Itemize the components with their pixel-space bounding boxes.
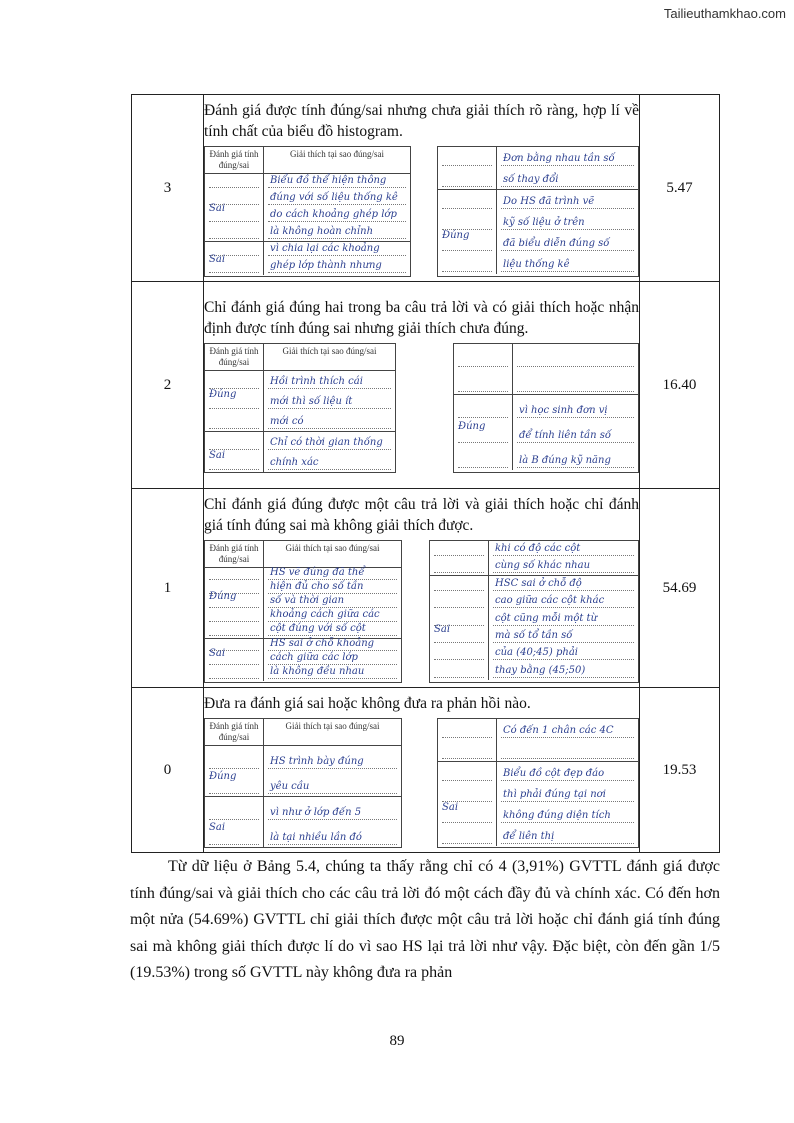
dotted-line — [268, 187, 406, 188]
handwritten-judgement: Sai — [434, 624, 451, 636]
dotted-line — [442, 271, 492, 272]
handwritten-explanation: cột cũng mỗi một từ — [495, 612, 598, 624]
scan-header-explanation: Giải thích tại sao đúng/sai — [282, 346, 377, 356]
dotted-line — [268, 650, 397, 651]
handwritten-explanation: của (40;45) phải — [495, 647, 578, 659]
left-answer-scan — [204, 146, 411, 277]
dotted-line — [209, 678, 259, 679]
dotted-line — [458, 366, 508, 367]
dotted-line — [434, 659, 484, 660]
dotted-line — [434, 642, 484, 643]
dotted-line — [268, 768, 397, 769]
dotted-line — [442, 737, 492, 738]
dotted-line — [268, 221, 406, 222]
dotted-line — [442, 758, 492, 759]
dotted-line — [493, 625, 634, 626]
handwritten-explanation: HS sai ở chỗ khoảng — [270, 637, 375, 649]
dotted-line — [517, 391, 634, 392]
criteria-text: Chỉ đánh giá đúng được một câu trả lời và giải thích hoặc chỉ đánh giá tính đúng sai mà không giải thích được. — [204, 495, 639, 534]
dotted-line — [501, 208, 634, 209]
handwritten-explanation: số thay đổi — [503, 173, 559, 185]
handwritten-explanation: yêu cầu — [270, 780, 310, 792]
description-cell — [204, 688, 640, 853]
handwritten-judgement: Sai — [209, 203, 226, 215]
handwritten-explanation: là không hoàn chỉnh — [270, 225, 374, 237]
handwritten-judgement: Đúng — [209, 389, 237, 400]
dotted-line — [268, 607, 397, 608]
handwritten-judgement: Đúng — [442, 230, 470, 241]
handwritten-explanation: số và thời gian — [270, 594, 345, 606]
left-answer-scan — [204, 540, 402, 683]
scan-header-explanation: Giải thích tại sao đúng/sai — [285, 720, 380, 731]
handwritten-explanation: thay bằng (45;50) — [495, 664, 586, 676]
description-cell — [204, 489, 640, 688]
answer-scans — [204, 718, 639, 848]
level-cell: 2 — [132, 282, 204, 489]
handwritten-judgement: Sai — [209, 647, 226, 659]
dotted-line — [442, 250, 492, 251]
handwritten-explanation: mới có — [270, 416, 304, 427]
dotted-line — [501, 801, 634, 802]
level-cell: 0 — [132, 688, 204, 853]
criteria-text: Đánh giá được tính đúng/sai nhưng chưa giải thích rõ ràng, hợp lí về tính chất của biểu đồ histogram. — [204, 101, 639, 140]
dotted-line — [493, 590, 634, 591]
dotted-line — [493, 642, 634, 643]
dotted-line — [517, 366, 634, 367]
scan-header-judgement: Đánh giá tính đúng/sai — [205, 541, 264, 567]
dotted-line — [517, 417, 634, 418]
handwritten-explanation: khi có độ các cột — [495, 542, 581, 554]
dotted-line — [442, 208, 492, 209]
scan-header-explanation: Giải thích tại sao đúng/sai — [290, 148, 384, 159]
handwritten-explanation: không đúng diện tích — [503, 809, 611, 821]
handwritten-explanation: để liên thị — [503, 830, 555, 842]
handwritten-explanation: HS trình bày đúng — [270, 755, 364, 767]
dotted-line — [268, 469, 391, 470]
dotted-line — [209, 469, 259, 470]
handwritten-explanation: là không đều nhau — [270, 665, 365, 677]
handwritten-explanation: Do HS đã trình vẽ — [503, 195, 595, 207]
scan-header-explanation: Giải thích tại sao đúng/sai — [285, 542, 380, 553]
dotted-line — [493, 607, 634, 608]
dotted-line — [268, 844, 397, 845]
handwritten-explanation: Biểu đồ thể hiện thông — [270, 175, 387, 187]
dotted-line — [501, 229, 634, 230]
handwritten-explanation: kỹ số liệu ở trên — [503, 216, 585, 228]
handwritten-explanation: Đơn bằng nhau tần số — [503, 152, 615, 164]
dotted-line — [501, 843, 634, 844]
dotted-line — [442, 780, 492, 781]
dotted-line — [458, 467, 508, 468]
dotted-line — [501, 780, 634, 781]
dotted-line — [501, 737, 634, 738]
dotted-line — [268, 255, 406, 256]
handwritten-judgement: Đúng — [209, 590, 237, 602]
handwritten-judgement: Sai — [209, 822, 226, 833]
level-cell: 1 — [132, 489, 204, 688]
table-row — [132, 688, 720, 853]
percent-cell: 16.40 — [640, 282, 720, 489]
dotted-line — [268, 408, 391, 409]
handwritten-judgement: Đúng — [458, 420, 486, 432]
handwritten-explanation: vì như ở lớp đến 5 — [270, 806, 362, 818]
dotted-line — [268, 593, 397, 594]
dotted-line — [268, 449, 391, 450]
criteria-text: Chỉ đánh giá đúng hai trong ba câu trả lời và có giải thích hoặc nhận định được tính đúng sai nhưng giải thích chưa đúng. — [204, 299, 639, 337]
dotted-line — [268, 428, 391, 429]
dotted-line — [268, 238, 406, 239]
scan-header-judgement: Đánh giá tính đúng/sai — [205, 147, 264, 173]
dotted-line — [209, 238, 259, 239]
dotted-line — [268, 819, 397, 820]
right-answer-scan — [437, 146, 639, 277]
dotted-line — [493, 677, 634, 678]
percent-cell: 54.69 — [640, 489, 720, 688]
handwritten-explanation: khoảng cách giữa các — [270, 608, 380, 620]
dotted-line — [501, 250, 634, 251]
dotted-line — [209, 819, 259, 820]
handwritten-explanation: cùng số khác nhau — [495, 559, 591, 571]
handwritten-explanation: hiện đủ cho số tần — [270, 580, 364, 592]
dotted-line — [268, 664, 397, 665]
handwritten-judgement: Sai — [209, 254, 226, 266]
dotted-line — [434, 590, 484, 591]
right-answer-scan — [429, 540, 639, 683]
dotted-line — [209, 844, 259, 845]
dotted-line — [501, 271, 634, 272]
watermark: Tailieuthamkhao.com — [663, 6, 786, 21]
handwritten-explanation: là B đúng kỹ năng — [519, 455, 611, 466]
handwritten-explanation: vì chia lại các khoảng — [270, 243, 380, 254]
dotted-line — [209, 272, 259, 273]
level-cell: 3 — [132, 95, 204, 282]
dotted-line — [209, 579, 259, 580]
handwritten-explanation: Có đến 1 chân các 4C — [503, 724, 614, 736]
dotted-line — [434, 572, 484, 573]
dotted-line — [434, 677, 484, 678]
page-number: 89 — [389, 1033, 405, 1049]
right-answer-scan — [453, 343, 639, 473]
handwritten-explanation: Chỉ có thời gian thống — [270, 437, 383, 448]
dotted-line — [517, 442, 634, 443]
dotted-line — [458, 391, 508, 392]
percent-cell: 5.47 — [640, 95, 720, 282]
dotted-line — [517, 467, 634, 468]
handwritten-explanation: do cách khoảng ghép lớp — [270, 208, 397, 220]
handwritten-judgement: Sai — [442, 802, 459, 813]
assessment-table — [131, 94, 720, 853]
dotted-line — [501, 758, 634, 759]
left-answer-scan — [204, 718, 402, 848]
dotted-line — [209, 607, 259, 608]
handwritten-explanation: mới thì số liệu ít — [270, 396, 353, 407]
handwritten-explanation: HSC sai ở chỗ độ — [495, 577, 582, 589]
dotted-line — [493, 659, 634, 660]
dotted-line — [209, 408, 259, 409]
handwritten-explanation: cột đúng với số cột — [270, 622, 366, 634]
dotted-line — [209, 187, 259, 188]
dotted-line — [209, 621, 259, 622]
handwritten-explanation: Hồi trình thích cái — [270, 376, 363, 387]
handwritten-judgement: Sai — [209, 450, 226, 461]
dotted-line — [268, 579, 397, 580]
dotted-line — [209, 635, 259, 636]
table-row — [132, 282, 720, 489]
left-answer-scan — [204, 343, 396, 473]
dotted-line — [209, 768, 259, 769]
handwritten-explanation: chính xác — [270, 457, 319, 468]
dotted-line — [442, 843, 492, 844]
dotted-line — [209, 664, 259, 665]
dotted-line — [209, 221, 259, 222]
dotted-line — [442, 165, 492, 166]
dotted-line — [268, 621, 397, 622]
table-row — [132, 489, 720, 688]
dotted-line — [458, 442, 508, 443]
dotted-line — [501, 822, 634, 823]
dotted-line — [434, 555, 484, 556]
answer-scans — [204, 343, 639, 473]
dotted-line — [434, 607, 484, 608]
handwritten-explanation: đúng với số liệu thống kê — [270, 192, 398, 203]
scan-header-judgement: Đánh giá tính đúng/sai — [205, 719, 264, 745]
percent-cell: 19.53 — [640, 688, 720, 853]
dotted-line — [268, 272, 406, 273]
handwritten-explanation: vì học sinh đơn vị — [519, 405, 608, 416]
dotted-line — [442, 186, 492, 187]
dotted-line — [209, 793, 259, 794]
handwritten-explanation: đã biểu diễn đúng số — [503, 237, 610, 249]
handwritten-explanation: để tính liên tần số — [519, 430, 611, 441]
handwritten-explanation: Biểu đồ cột đẹp đáo — [503, 767, 605, 779]
dotted-line — [268, 388, 391, 389]
criteria-text: Đưa ra đánh giá sai hoặc không đưa ra phản hồi nào. — [204, 694, 531, 712]
handwritten-judgement: Đúng — [209, 771, 237, 782]
handwritten-explanation: thì phải đúng tại nơi — [503, 788, 606, 800]
dotted-line — [268, 635, 397, 636]
dotted-line — [493, 572, 634, 573]
dotted-line — [268, 204, 406, 205]
dotted-line — [493, 555, 634, 556]
handwritten-explanation: là tại nhiều lần đó — [270, 831, 362, 843]
description-cell — [204, 95, 640, 282]
handwritten-explanation: ghép lớp thành nhưng — [270, 259, 382, 271]
handwritten-explanation: cao giữa các cột khác — [495, 595, 605, 607]
body-paragraph: Từ dữ liệu ở Bảng 5.4, chúng ta thấy rằng chỉ có 4 (3,91%) GVTTL đánh giá được tính đúng/sai và giải thích cho các câu trả lời đó một cách đầy đủ và chính xác. Có đến hơn một nửa (54.69%) GVTTL chỉ giải thích được một câu trả lời hoặc chỉ đánh giá tính đúng sai mà không giải thích được lí do vì sao HS lại trả lời như vậy. Đặc biệt, còn đến gần 1/5 (19.53%) trong số GVTTL này không đưa ra phản — [130, 858, 720, 982]
scan-header-judgement: Đánh giá tính đúng/sai — [205, 344, 264, 370]
dotted-line — [442, 822, 492, 823]
description-cell — [204, 282, 640, 489]
handwritten-explanation: HS vẽ đúng đã thể — [270, 566, 365, 578]
answer-scans — [204, 540, 639, 683]
dotted-line — [458, 417, 508, 418]
right-answer-scan — [437, 718, 639, 848]
handwritten-explanation: mà số tổ tần số — [495, 629, 573, 641]
handwritten-explanation: cách giữa các lớp — [270, 651, 358, 663]
table-row — [132, 95, 720, 282]
dotted-line — [209, 428, 259, 429]
dotted-line — [268, 678, 397, 679]
handwritten-explanation: liệu thống kê — [503, 258, 570, 270]
dotted-line — [501, 186, 634, 187]
answer-scans — [204, 146, 639, 277]
dotted-line — [501, 165, 634, 166]
dotted-line — [268, 793, 397, 794]
